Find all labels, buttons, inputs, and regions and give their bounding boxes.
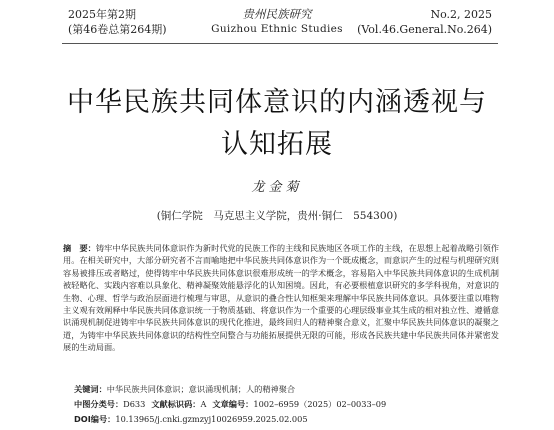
article-title — [0, 82, 554, 166]
doc-code-label: 文献标识码： — [151, 399, 201, 409]
issue-year: 2025年第2期 — [68, 8, 136, 21]
keywords-text: 中华民族共同体意识；意识涌现机制；人的精神聚合 — [106, 384, 296, 394]
doi-line — [74, 414, 308, 425]
doc-code-value: A — [200, 399, 207, 409]
header-rule — [62, 43, 498, 44]
keywords — [74, 384, 295, 395]
doi-value: 10.13965/j.cnki.gzmzyj10026959.2025.02.005 — [115, 414, 308, 424]
abstract — [63, 242, 499, 354]
journal-name-cn: 贵州民族研究 — [242, 7, 312, 21]
clc-value: D633 — [123, 399, 146, 409]
article-no-value: 1002–6959（2025）02–0033–09 — [253, 399, 387, 409]
abstract-text: 铸牢中华民族共同体意识作为新时代党的民族工作的主线和民族地区各项工作的主线，在思想上起着战略引领作用。在相关研究中，大部分研究者不言而喻地把中华民族共同体意识作为一个既成概念，而意识产生的过程与机理研究则容易被排压或者略过，使得铸牢中华民族共同体意识很难形成统一的学术概念，容易陷入中华民族共同体意识的生成机制被轻略化、实践内容难以具象化、精神凝聚效能悬浮化的认知困境。因此，有必要根植意识研究的多学科视角，对意识的生物、心理、哲学与政治层面进行梳理与审思，从意识的叠合性认知框架来理解中华民族共同体意识。具体要注重以唯物主义观有效阐释中华民族共同体意识统一于物质基础、将意识作为一个重要的心理层级事业其生成的相对独立性、遵循意识涌现机制促进铸牢中华民族共同体意识的现代化推进，最终回归人的精神聚合意义，汇聚中华民族共同体意识的凝聚之道，为铸牢中华民族共同体意识的结构性空间整合与功能拓展提供无限的可能，形成各民族共建中华民族共同体并紧密发展的生动局面。 — [63, 243, 499, 353]
article-no-label: 文章编号： — [212, 399, 254, 409]
issue-info-en — [357, 7, 492, 37]
keywords-label: 关键词： — [74, 384, 107, 394]
issue-volume: (第46卷总第264期) — [68, 23, 167, 36]
issue-number-en: No.2, 2025 — [430, 8, 492, 21]
classification-line — [74, 399, 386, 410]
author-affiliation: (铜仁学院 马克思主义学院，贵州·铜仁 554300) — [156, 210, 398, 222]
article-title-line1: 中华民族共同体意识的内涵透视与 — [67, 87, 487, 118]
doi-label: DOI编号： — [74, 414, 116, 424]
issue-volume-en: (Vol.46.General.No.264) — [357, 23, 492, 36]
clc-label: 中图分类号： — [74, 399, 124, 409]
journal-name-en: Guizhou Ethnic Studies — [211, 23, 343, 35]
article-title-line2: 认知拓展 — [221, 129, 333, 160]
abstract-label: 摘 要： — [63, 243, 96, 253]
author-name: 龙金菊 — [251, 180, 303, 195]
